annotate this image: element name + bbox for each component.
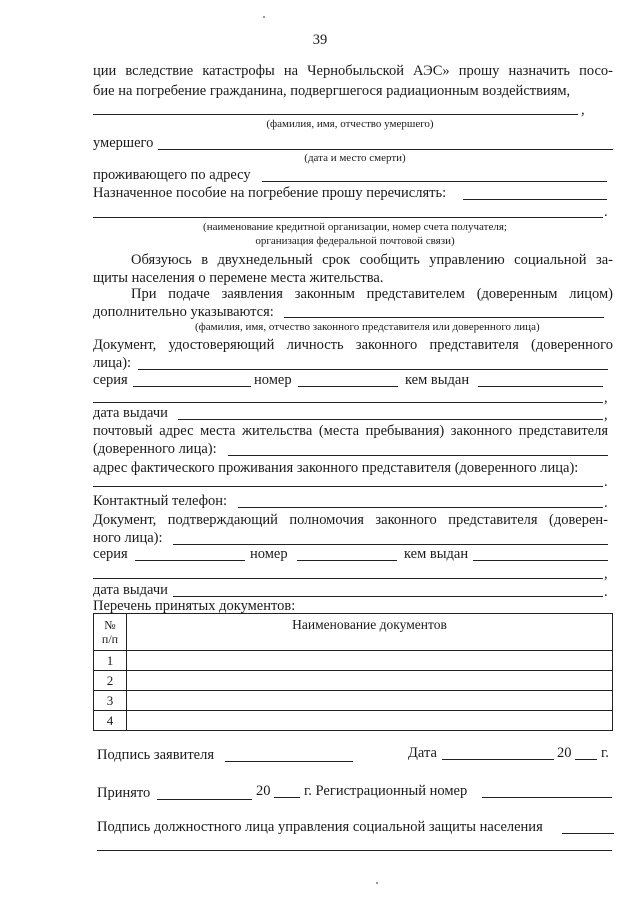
label-number: номер	[250, 546, 288, 562]
label-deceased: умершего	[93, 135, 154, 151]
row-number: 3	[94, 691, 127, 711]
table-row	[94, 651, 613, 671]
caption-bank-2: организация федеральной почтовой связи)	[255, 235, 455, 247]
official-signature-field-2[interactable]	[97, 850, 612, 851]
issued-by-field-2[interactable]	[93, 578, 603, 579]
label-date: Дата	[408, 745, 437, 761]
official-signature-field[interactable]	[562, 833, 614, 834]
table-row	[94, 671, 613, 691]
page-number: 39	[312, 32, 328, 48]
year-suffix: г.	[601, 745, 609, 761]
issued-by-field[interactable]	[478, 386, 603, 387]
year-field[interactable]	[575, 759, 597, 760]
label-number: номер	[254, 372, 292, 388]
address-field[interactable]	[262, 181, 607, 182]
issue-date-field[interactable]	[173, 596, 603, 597]
series-field[interactable]	[133, 386, 251, 387]
document-name-cell[interactable]	[127, 671, 613, 691]
applicant-signature-field[interactable]	[225, 761, 353, 762]
table-row	[94, 711, 613, 731]
row-number: 4	[94, 711, 127, 731]
period: .	[604, 474, 608, 490]
label-reg-number: г. Регистрационный номер	[304, 783, 468, 799]
period: .	[604, 204, 608, 220]
table-row	[94, 691, 613, 711]
series-field[interactable]	[135, 560, 245, 561]
label-series: серия	[93, 546, 128, 562]
document-name-cell[interactable]	[127, 711, 613, 731]
year-prefix: 20	[256, 783, 271, 799]
label-issue-date: дата выдачи	[93, 582, 168, 598]
label-official-signature: Подпись должностного лица управления социальной защиты населения	[97, 819, 543, 835]
mail-addr-field[interactable]	[228, 455, 608, 456]
period: .	[604, 495, 608, 511]
issued-by-field[interactable]	[473, 560, 608, 561]
label-series: серия	[93, 372, 128, 388]
caption-rep-fio: (фамилия, имя, отчество законного представителя или доверенного лица)	[195, 321, 540, 333]
rep-line-2: дополнительно указываются:	[93, 304, 274, 320]
document-name-cell[interactable]	[127, 691, 613, 711]
obligation-line-1: Обязуюсь в двухнедельный срок сообщить управлению социальной за-	[131, 252, 613, 268]
transfer-field-2[interactable]	[93, 217, 603, 218]
label-accepted: Принято	[97, 785, 151, 801]
number-field[interactable]	[298, 386, 398, 387]
date-field[interactable]	[442, 759, 554, 760]
id-doc-line-2: лица):	[93, 355, 132, 371]
rep-line-1: При подаче заявления законным представителем (доверенным лицом)	[131, 286, 613, 302]
mail-addr-line-2: (доверенного лица):	[93, 441, 217, 457]
comma: ,	[604, 390, 608, 406]
id-doc-field[interactable]	[138, 369, 608, 370]
label-issued-by: кем выдан	[405, 372, 470, 388]
transfer-field-1[interactable]	[463, 199, 607, 200]
death-date-place-field[interactable]	[158, 149, 613, 150]
label-issue-date: дата выдачи	[93, 405, 168, 421]
col-num-line-1: №	[104, 618, 116, 632]
caption-death: (дата и место смерти)	[304, 152, 406, 164]
row-number: 1	[94, 651, 127, 671]
deceased-fio-field[interactable]	[93, 114, 578, 115]
obligation-line-2: щиты населения о перемене места жительства.	[93, 270, 384, 286]
period: .	[604, 584, 608, 600]
scan-speck	[376, 882, 378, 884]
col-num-header	[94, 614, 127, 651]
table-header-row	[94, 614, 613, 651]
col-num-line-2: п/п	[101, 632, 119, 646]
mail-addr-line-1: почтовый адрес места жительства (места пребывания) законного представителя	[93, 423, 608, 439]
issued-by-field-2[interactable]	[93, 402, 603, 403]
intro-line-1: ции вследствие катастрофы на Чернобыльской АЭС» прошу назначить посо-	[93, 63, 613, 79]
label-transfer: Назначенное пособие на погребение прошу перечислять:	[93, 185, 447, 201]
caption-bank-1: (наименование кредитной организации, номер счета получателя;	[203, 221, 507, 233]
auth-doc-field[interactable]	[173, 544, 608, 545]
comma: ,	[604, 566, 608, 582]
col-name-header: Наименование документов	[127, 614, 613, 651]
documents-table	[93, 613, 613, 731]
scan-speck	[263, 16, 265, 18]
label-phone: Контактный телефон:	[93, 493, 228, 509]
id-doc-line-1: Документ, удостоверяющий личность законного представителя (доверенного	[93, 337, 613, 353]
number-field[interactable]	[297, 560, 397, 561]
accepted-year-field[interactable]	[274, 797, 300, 798]
intro-line-2: бие на погребение гражданина, подвергшегося радиационным воздействиям,	[93, 83, 571, 99]
auth-doc-line-2: ного лица):	[93, 530, 163, 546]
caption-fio-deceased: (фамилия, имя, отчество умершего)	[266, 118, 434, 130]
reg-number-field[interactable]	[482, 797, 612, 798]
accepted-date-field[interactable]	[157, 799, 252, 800]
rep-fio-field[interactable]	[284, 317, 604, 318]
document-name-cell[interactable]	[127, 651, 613, 671]
comma: ,	[581, 102, 585, 118]
label-issued-by: кем выдан	[404, 546, 469, 562]
actual-addr-field[interactable]	[93, 486, 603, 487]
label-applicant-signature: Подпись заявителя	[97, 747, 214, 763]
comma: ,	[604, 407, 608, 423]
auth-doc-line-1: Документ, подтверждающий полномочия законного представителя (доверен-	[93, 512, 608, 528]
year-prefix: 20	[557, 745, 572, 761]
phone-field[interactable]	[238, 507, 603, 508]
actual-addr: адрес фактического проживания законного представителя (доверенного лица):	[93, 460, 579, 476]
issue-date-field[interactable]	[178, 419, 603, 420]
label-address: проживающего по адресу	[93, 167, 251, 183]
row-number: 2	[94, 671, 127, 691]
list-title: Перечень принятых документов:	[93, 598, 296, 614]
